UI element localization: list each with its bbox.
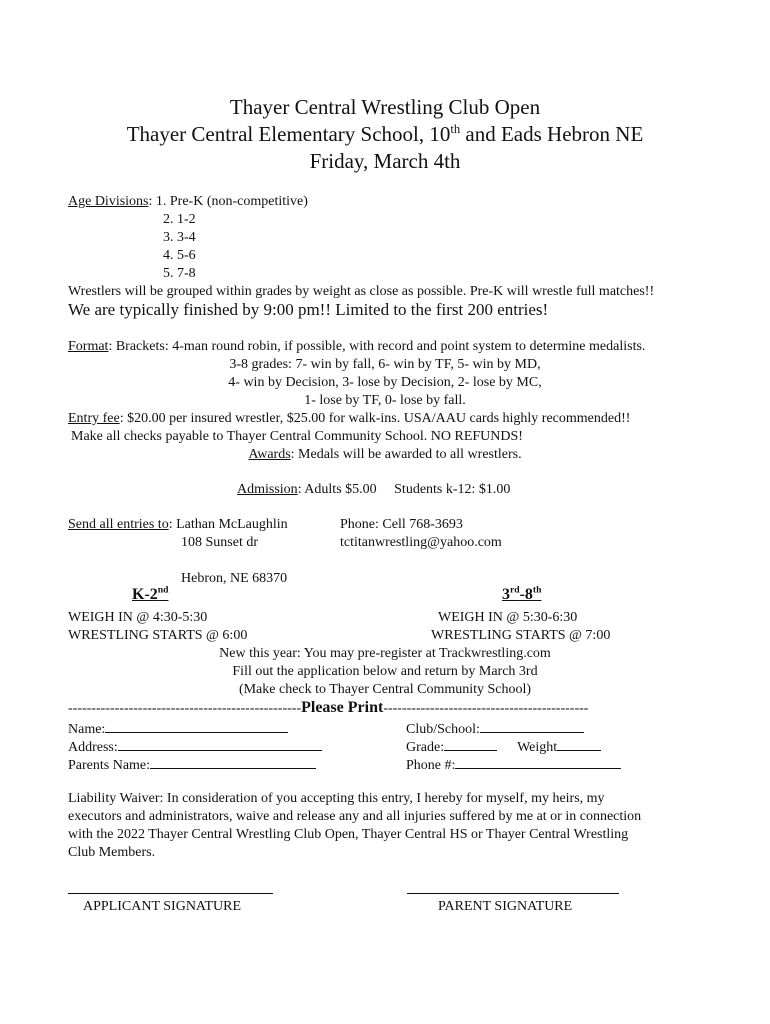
applicant-signature-label: APPLICANT SIGNATURE (83, 899, 242, 914)
age-divisions-sep: : (148, 194, 153, 209)
title-venue-sup: th (450, 122, 461, 136)
age-divisions-label: Age Divisions (68, 194, 149, 209)
format-line-2: 3-8 grades: 7- win by fall, 6- win by TF, 5- win by MD, (229, 357, 541, 372)
awards-text: : Medals will be awarded to all wrestlers. (290, 447, 522, 462)
name-label: Name: (68, 722, 106, 737)
club-school-blank[interactable] (480, 719, 584, 733)
print-dashes-right: -------------------------------------------- (383, 701, 589, 716)
address-field[interactable] (68, 737, 322, 757)
club-school-label: Club/School: (406, 722, 480, 737)
parents-name-blank[interactable] (150, 755, 316, 769)
age-division-3: 3. 3-4 (163, 230, 196, 245)
prereg-line-3: (Make check to Thayer Central Community School) (238, 682, 532, 697)
g38-heading-sup1: rd (510, 584, 520, 596)
title-venue-post: and Eads Hebron NE (460, 122, 644, 146)
phone-blank[interactable] (455, 755, 621, 769)
waiver-line-3: with the 2022 Thayer Central Wrestling Club Open, Thayer Central HS or Thayer Central Wrestling (68, 827, 629, 842)
address-blank[interactable] (118, 737, 322, 751)
admission-label: Admission (237, 482, 298, 497)
club-school-field[interactable] (406, 719, 584, 739)
entries-city: Hebron, NE 68370 (181, 571, 288, 586)
send-entries-label: Send all entries to (68, 517, 169, 532)
awards-row (0, 446, 770, 464)
name-blank[interactable] (105, 719, 288, 733)
age-division-4: 4. 5-6 (163, 248, 196, 263)
phone-label: Phone #: (406, 758, 456, 773)
weight-label: Weight (517, 740, 558, 755)
title-date: Friday, March 4th (309, 149, 461, 173)
age-division-2: 2. 1-2 (163, 212, 196, 227)
address-label: Address: (68, 740, 118, 755)
grade-blank[interactable] (444, 737, 497, 751)
k2-heading-sup: nd (157, 584, 169, 596)
waiver-line-4: Club Members. (68, 845, 156, 860)
weight-blank[interactable] (557, 737, 601, 751)
format-label: Format (68, 339, 109, 354)
g38-weigh-in: WEIGH IN @ 5:30-6:30 (438, 610, 578, 625)
parent-signature-label: PARENT SIGNATURE (438, 899, 573, 914)
grade-label: Grade: (406, 740, 445, 755)
g38-heading (502, 586, 541, 604)
g38-heading-mid: -8 (519, 586, 533, 603)
prereg-line-2: Fill out the application below and return by March 3rd (232, 664, 538, 679)
k2-heading (132, 586, 168, 604)
k2-weigh-in: WEIGH IN @ 4:30-5:30 (68, 610, 208, 625)
age-division-1: 1. Pre-K (non-competitive) (155, 194, 308, 209)
admission-text: : Adults $5.00 Students k-12: $1.00 (297, 482, 511, 497)
grouping-note: Wrestlers will be grouped within grades by weight as close as possible. Pre-K will wrestle full matches!! (68, 284, 655, 299)
awards-label: Awards (248, 447, 291, 462)
title-venue (0, 121, 770, 148)
prereg-line-1: New this year: You may pre-register at Trackwrestling.com (219, 646, 551, 661)
entry-fee-row (68, 410, 630, 428)
send-entries-name: : Lathan McLaughlin (168, 517, 288, 532)
parents-name-field[interactable] (68, 755, 316, 775)
finished-note: We are typically finished by 9:00 pm!! Limited to the first 200 entries! (68, 300, 549, 319)
g38-heading-sup2: th (532, 584, 542, 596)
age-division-5: 5. 7-8 (163, 266, 196, 281)
entry-fee-text: : $20.00 per insured wrestler, $25.00 for walk-ins. USA/AAU cards highly recommended!! (119, 411, 631, 426)
entries-phone: Phone: Cell 768-3693 (340, 517, 463, 532)
g38-heading-pre: 3 (502, 586, 510, 603)
k2-heading-text: K-2 (132, 586, 158, 603)
please-print-label: Please Print (301, 699, 384, 716)
age-divisions-row (68, 193, 308, 211)
entries-email: tctitanwrestling@yahoo.com (340, 535, 502, 550)
grade-weight-field[interactable] (406, 737, 601, 757)
waiver-line-1: Liability Waiver: In consideration of you accepting this entry, I hereby for myself, my heirs, my (68, 791, 605, 806)
format-text: : Brackets: 4-man round robin, if possible, with record and point system to determine medalists. (108, 339, 646, 354)
title-club-open: Thayer Central Wrestling Club Open (229, 95, 541, 119)
please-print-divider (68, 698, 588, 719)
applicant-signature-line[interactable] (68, 893, 273, 894)
g38-starts: WRESTLING STARTS @ 7:00 (431, 628, 611, 643)
phone-field[interactable] (406, 755, 621, 775)
name-field[interactable] (68, 719, 288, 739)
entries-street: 108 Sunset dr (181, 535, 258, 550)
print-dashes-left: -------------------------------------------------- (68, 701, 302, 716)
checks-payable-note: Make all checks payable to Thayer Central Community School. NO REFUNDS! (71, 429, 523, 444)
entry-fee-label: Entry fee (68, 411, 120, 426)
k2-starts: WRESTLING STARTS @ 6:00 (68, 628, 248, 643)
format-line-4: 1- lose by TF, 0- lose by fall. (304, 393, 466, 408)
parent-signature-line[interactable] (407, 893, 619, 894)
title-venue-pre: Thayer Central Elementary School, 10 (126, 122, 451, 146)
send-entries-row (68, 516, 288, 534)
admission-row (237, 481, 510, 499)
format-line-1 (68, 338, 645, 356)
waiver-line-2: executors and administrators, waive and release any and all injuries suffered by me at or in connection (68, 809, 642, 824)
parents-name-label: Parents Name: (68, 758, 151, 773)
format-line-3: 4- win by Decision, 3- lose by Decision, 2- lose by MC, (228, 375, 542, 390)
